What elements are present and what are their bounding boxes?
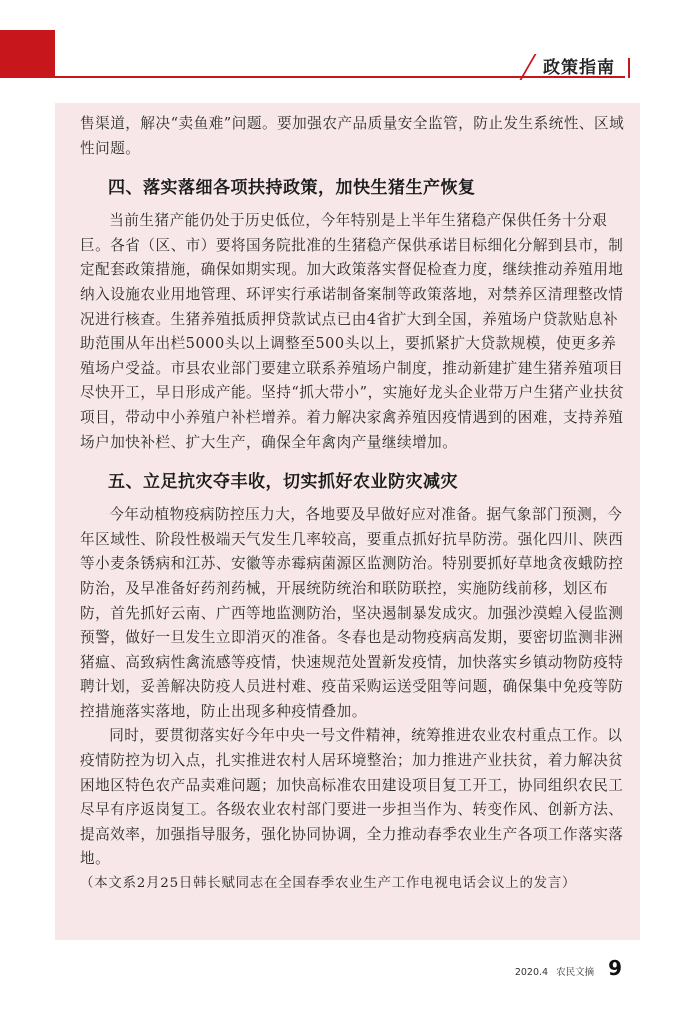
paragraph-section-4: 当前生猪产能仍处于历史低位，今年特别是上半年生猪稳产保供任务十分艰巨。各省（区、市）要将国务院批准的生猪稳产保供承诺目标细化分解到县市，制定配套政策措施，确保如期实现。加大政策落实督促检查力度，继续推动养殖用地纳入设施农业用地管理、环评实行承诺制备案制等政策落地，对禁养区清理整改情况进行核查。生猪养殖抵质押贷款试点已由4省扩大到全国，养殖场户贷款贴息补助范围从年出栏5000头以上调整至500头以上，要抓紧扩大贷款规模，使更多养殖场户受益。市县农业部门要建立联系养殖场户制度，推动新建扩建生猪养殖项目尽快开工，早日形成产能。坚持“抓大带小”，实施好龙头企业带万户生猪产业扶贫项目，带动中小养殖户补栏增养。着力解决家禽养殖因疫情遇到的困难，支持养殖场户加快补栏、扩大生产，确保全年禽肉产量继续增加。 — [80, 212, 625, 451]
red-corner-tab — [0, 30, 55, 78]
section-title: 政策指南 — [543, 57, 615, 78]
source-note: （本文系2月25日韩长赋同志在全国春季农业生产工作电视电话会议上的发言） — [80, 876, 577, 892]
issue-number: 2020.4 — [514, 967, 549, 978]
label-tail-ornament — [622, 58, 630, 78]
paragraph-section-5b: 同时，要贯彻落实好今年中央一号文件精神，统筹推进农业农村重点工作。以疫情防控为切入点，扎实推进农村人居环境整治；加力推进产业扶贫，着力解决贫困地区特色农产品卖难问题；加快高标准农田建设项目复工开工，协同组织农民工尽早有序返岗复工。各级农业农村部门要进一步担当作为、转变作风、创新方法、提高效率，加强指导服务，强化协同协调，全力推动春季农业生产各项工作落实落地。 — [80, 727, 624, 868]
page-number: 9 — [608, 956, 622, 980]
article-body — [80, 112, 630, 897]
magazine-name: 农民文摘 — [556, 967, 595, 978]
page-footer — [515, 958, 622, 978]
heading-section-4: 四、落实落细各项扶持政策，加快生猪生产恢复 — [108, 178, 476, 199]
paragraph-continued: 售渠道，解决“卖鱼难”问题。要加强农产品质量安全监管，防止发生系统性、区域性问题。 — [80, 115, 625, 157]
section-label — [525, 52, 625, 78]
paragraph-section-5a: 今年动植物疫病防控压力大，各地要及早做好应对准备。据气象部门预测，今年区域性、阶段性极端天气发生几率较高，要重点抓好抗旱防涝。强化四川、陕西等小麦条锈病和江苏、安徽等赤霉病菌源区监测防治。特别要抓好草地贪夜蛾防控防治，及早准备好药剂药械，开展统防统治和联防联控，实施防线前移，划区布防，首先抓好云南、广西等地监测防治，坚决遏制暴发成灾。加强沙漠蝗入侵监测预警，做好一旦发生立即消灭的准备。冬春也是动物疫病高发期，要密切监测非洲猪瘟、高致病性禽流感等疫情，快速规范处置新发疫情，加快落实乡镇动物防疫特聘计划，妥善解决防疫人员进村难、疫苗采购运送受阻等问题，确保集中免疫等防控措施落实落地，防止出现多种疫情叠加。 — [80, 506, 624, 720]
heading-section-5: 五、立足抗灾夺丰收，切实抓好农业防灾减灾 — [108, 472, 458, 493]
